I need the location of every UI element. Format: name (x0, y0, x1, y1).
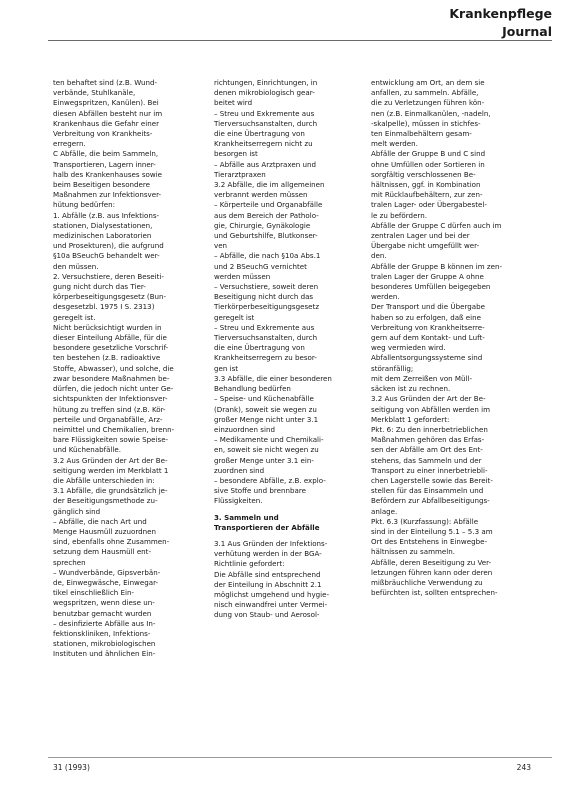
text-line: mit Rücklaufbehältern, zur zen- (371, 190, 483, 200)
text-line: stellen für das Einsammeln und (371, 486, 484, 496)
text-line: sind in der Einteilung 5.1 – 5.3 am (371, 526, 493, 536)
text-line: – Abfälle, die nach §10a Abs.1 (214, 251, 321, 261)
text-line: und Küchenabfälle. (53, 445, 122, 455)
text-line: Verbreitung von Krankheits- (53, 129, 153, 139)
text-line: dung von Staub- und Aerosol- (214, 610, 320, 620)
text-line: verbände, Stuhlkanäle, (53, 88, 136, 98)
text-line: Nicht berücksichtigt wurden in (53, 322, 162, 332)
issue-number: 31 (1993) (53, 763, 90, 772)
text-line: Krankheitserregern nicht zu (214, 139, 313, 149)
text-line: – Speise- und Küchenabfälle (214, 394, 314, 404)
text-line: richtungen, Einrichtungen, in (214, 78, 318, 87)
text-line: C Abfälle, die beim Sammeln, (53, 149, 159, 159)
text-column-1 (53, 78, 195, 660)
text-line: besondere gesetzliche Vorschrif- (53, 343, 169, 353)
text-line: letzungen führen kann oder deren (371, 567, 493, 577)
text-line: zentralen Lager und bei der (371, 231, 470, 241)
text-line: Maßnahmen zur Infektionsver- (53, 190, 162, 200)
text-line: Stoffe, Abwasser), und solche, die (53, 363, 174, 373)
text-line: zwar besondere Maßnahmen be- (53, 373, 170, 383)
text-line: die zu Verletzungen führen kön- (371, 98, 485, 108)
text-line: bare Flüssigkeiten sowie Speise- (53, 435, 169, 445)
text-line: medizinischen Laboratorien (53, 231, 152, 241)
text-line: haben so zu erfolgen, daß eine (371, 312, 481, 322)
text-line: – besondere Abfälle, z.B. explo- (214, 475, 326, 485)
text-line: dieser Einteilung Abfälle, für die (53, 333, 167, 343)
text-line: hütung bedürfen: (53, 200, 116, 210)
text-line: Tierversuchsanstalten, durch (214, 333, 318, 343)
text-line: Transportieren der Abfälle (214, 522, 320, 532)
text-line: benutzbar gemacht wurden (53, 608, 152, 618)
text-line: wegspritzen, wenn diese un- (53, 598, 155, 608)
text-line: 3.2 Abfälle, die im allgemeinen (214, 180, 325, 190)
text-line: Abfälle der Gruppe B und C sind (371, 149, 486, 159)
text-line: Tierkörperbeseitigungsgesetz (214, 302, 320, 312)
text-line: besonderes Umfüllen beigegeben (371, 282, 491, 292)
text-line: – Streu und Exkremente aus (214, 108, 315, 118)
text-line: Flüssigkeiten. (214, 496, 263, 506)
text-line: – Medikamente und Chemikali- (214, 435, 324, 445)
page-number: 243 (516, 763, 531, 772)
text-column-3 (371, 78, 521, 598)
text-line: Abfälle der Gruppe B können im zen- (371, 261, 503, 271)
text-line: Tierversuchsanstalten, durch (214, 118, 318, 128)
text-line: sichtspunkten der Infektionsver- (53, 394, 168, 404)
text-line: gen ist (214, 363, 239, 373)
text-line: Menge Hausmüll zuzuordnen (53, 526, 157, 536)
text-line: sorgfältig verschlossenen Be- (371, 169, 476, 179)
text-line: 3.3 Abfälle, die einer besonderen (214, 373, 332, 383)
text-line: beitet wird (214, 98, 253, 108)
text-line: -skalpelle), müssen in stichfes- (371, 118, 481, 128)
text-line: zuordnen sind (214, 465, 265, 475)
text-line: perteile und Organabfälle, Arz- (53, 414, 163, 424)
text-line: le zu befördern. (371, 210, 427, 220)
text-line: Einwegspritzen, Kanülen). Bei (53, 98, 159, 108)
text-line: den müssen. (53, 261, 99, 271)
text-line: der Beseitigungsmethode zu- (53, 496, 158, 506)
text-line: diesen Abfällen besteht nur im (53, 108, 163, 118)
text-line: Pkt. 6.3 (Kurzfassung): Abfälle (371, 516, 479, 526)
text-line: und Prosekturen), die aufgrund (53, 241, 164, 251)
text-line: gie, Chirurgie, Gynäkologie (214, 220, 311, 230)
text-line: der Einteilung in Abschnitt 2.1 (214, 579, 322, 589)
text-line: Behandlung bedürfen (214, 384, 291, 394)
text-line: körperbeseitigungsgesetz (Bun- (53, 292, 167, 302)
text-line: gung nicht durch das Tier- (53, 282, 146, 292)
text-line: Abfälle, deren Beseitigung zu Ver- (371, 557, 492, 567)
text-line: erregern. (53, 139, 86, 149)
text-line: säcken ist zu rechnen. (371, 384, 451, 394)
text-line: gern auf dem Kontakt- und Luft- (371, 333, 485, 343)
text-line: störanfällig; (371, 363, 414, 373)
text-line: ten behaftet sind (z.B. Wund- (53, 78, 158, 87)
text-line: ten bestehen (z.B. radioaktive (53, 353, 161, 363)
text-line: Krankheitserregern zu besor- (214, 353, 317, 363)
text-line: 3.2 Aus Gründen der Art der Be- (53, 455, 168, 465)
text-line: Pkt. 6: Zu den innerbetrieblichen (371, 424, 488, 434)
text-line: Instituten und ähnlichen Ein- (53, 649, 156, 659)
text-line: – desinfizierte Abfälle aus In- (53, 618, 156, 628)
text-line: entwicklung am Ort, an dem sie (371, 78, 485, 87)
text-line: einzuordnen sind (214, 424, 275, 434)
text-line: 2. Versuchstiere, deren Beseiti- (53, 271, 164, 281)
text-line: befürchten ist, sollten entsprechen- (371, 588, 498, 598)
text-line: Richtlinie gefordert: (214, 559, 285, 569)
text-line: hältnissen, ggf. in Kombination (371, 180, 481, 190)
text-line: sind, ebenfalls ohne Zusammen- (53, 537, 170, 547)
text-line: die eine Übertragung von (214, 343, 305, 353)
text-line: seitigung von Abfällen werden im (371, 404, 491, 414)
text-line: nen (z.B. Einmalkanülen, -nadeln, (371, 108, 491, 118)
text-line: desgesetzbl. 1975 I S. 2313) (53, 302, 155, 312)
page-header (0, 6, 561, 56)
text-line: gänglich sind (53, 506, 101, 516)
text-line: seitigung werden im Merkblatt 1 (53, 465, 169, 475)
text-line: denen mikrobiologisch gear- (214, 88, 315, 98)
text-line: Befördern zur Abfallbeseitigungs- (371, 496, 490, 506)
text-line: anlage. (371, 506, 398, 516)
section-title: Krankenpflege (449, 6, 552, 21)
text-line: Übergabe nicht umgefüllt wer- (371, 241, 480, 251)
text-line: tralen Lager der Gruppe A ohne (371, 271, 484, 281)
text-line: Ort des Entstehens in Einwegbe- (371, 537, 488, 547)
text-line: hältnissen zu sammeln. (371, 547, 455, 557)
text-line: ten Einmalbehältern gesam- (371, 129, 472, 139)
text-line: de, Einwegwäsche, Einwegar- (53, 577, 159, 587)
text-line: verbrannt werden müssen (214, 190, 308, 200)
text-line: – Abfälle aus Arztpraxen und (214, 159, 316, 169)
text-line: aus dem Bereich der Patholo- (214, 210, 319, 220)
text-line: Merkblatt 1 gefordert: (371, 414, 450, 424)
text-line: – Körperteile und Organabfälle (214, 200, 323, 210)
text-line: besorgen ist (214, 149, 258, 159)
text-line: geregelt ist. (53, 312, 96, 322)
text-column-2 (214, 78, 358, 621)
text-line: 3. Sammeln und (214, 512, 279, 522)
text-line: – Streu und Exkremente aus (214, 322, 315, 332)
text-line: werden. (371, 292, 400, 302)
text-line: dürfen, die jedoch nicht unter Ge- (53, 384, 174, 394)
text-line: mißbräuchliche Verwendung zu (371, 577, 483, 587)
text-line: anfallen, zu sammeln. Abfälle, (371, 88, 479, 98)
text-line: 3.1 Abfälle, die grundsätzlich je- (53, 486, 168, 496)
text-line: ven (214, 241, 228, 251)
text-line: 3.2 Aus Gründen der Art der Be- (371, 394, 486, 404)
text-line: sen der Abfälle am Ort des Ent- (371, 445, 483, 455)
text-line: stationen, mikrobiologischen (53, 639, 156, 649)
text-line: Die Abfälle sind entsprechend (214, 569, 321, 579)
text-line: und Geburtshilfe, Blutkonser- (214, 231, 318, 241)
text-line: stehens, das Sammeln und der (371, 455, 482, 465)
text-line: sprechen (53, 557, 86, 567)
text-line: Tierarztpraxen (214, 169, 266, 179)
text-line: verhütung werden in der BGA- (214, 549, 322, 559)
text-line: Maßnahmen gehören das Erfas- (371, 435, 485, 445)
text-line: den. (371, 251, 387, 261)
text-line: – Abfälle, die nach Art und (53, 516, 147, 526)
text-line: (Drank), soweit sie wegen zu (214, 404, 317, 414)
section-subtitle: Journal (502, 24, 552, 39)
text-line: 3.1 Aus Gründen der Infektions- (214, 538, 328, 548)
text-line: fektionskliniken, Infektions- (53, 628, 151, 638)
text-line: §10a BSeuchG behandelt wer- (53, 251, 160, 261)
text-line: Der Transport und die Übergabe (371, 302, 485, 312)
text-line: sive Stoffe und brennbare (214, 486, 306, 496)
text-line: werden müssen (214, 271, 271, 281)
text-line: – Versuchstiere, soweit deren (214, 282, 319, 292)
text-line: Abfallentsorgungssysteme sind (371, 353, 483, 363)
text-line: mit dem Zerreißen von Müll- (371, 373, 473, 383)
text-line: tikel einschließlich Ein- (53, 588, 134, 598)
text-line: stationen, Dialysestationen, (53, 220, 153, 230)
header-rule (48, 40, 552, 41)
text-line: beim Beseitigen besondere (53, 180, 151, 190)
text-line: en, soweit sie nicht wegen zu (214, 445, 319, 455)
text-line: nisch einwandfrei unter Vermei- (214, 600, 328, 610)
text-line: Transport zu einer innerbetriebli- (371, 465, 488, 475)
text-line: halb des Krankenhauses sowie (53, 169, 163, 179)
text-line: Transportieren, Lagern inner- (53, 159, 156, 169)
text-line: setzung dem Hausmüll ent- (53, 547, 152, 557)
text-line: möglichst umgehend und hygie- (214, 589, 330, 599)
text-line: die eine Übertragung von (214, 129, 305, 139)
text-line: ohne Umfüllen oder Sortieren in (371, 159, 485, 169)
text-line: tralen Lager- oder Übergabestel- (371, 200, 487, 210)
text-line: Krankenhaus die Gefahr einer (53, 118, 159, 128)
text-line: 1. Abfälle (z.B. aus Infektions- (53, 210, 160, 220)
text-line: – Wundverbände, Gipsverbän- (53, 567, 161, 577)
text-line: neimittel und Chemikalien, brenn- (53, 424, 175, 434)
text-line: großer Menge unter 3.1 ein- (214, 455, 314, 465)
text-line: und 2 BSeuchG vernichtet (214, 261, 307, 271)
text-line: geregelt ist (214, 312, 255, 322)
footer-rule (48, 757, 552, 758)
text-line: die Abfälle unterschieden in: (53, 475, 155, 485)
text-line: großer Menge nicht unter 3.1 (214, 414, 319, 424)
text-line: Abfälle der Gruppe C dürfen auch im (371, 220, 502, 230)
text-line: weg vermieden wird. (371, 343, 446, 353)
text-line: Verbreitung von Krankheitserre- (371, 322, 485, 332)
text-line: melt werden. (371, 139, 418, 149)
text-line: chen Lagerstelle sowie das Bereit- (371, 475, 493, 485)
text-line: hütung zu treffen sind (z.B. Kör- (53, 404, 166, 414)
text-line: Beseitigung nicht durch das (214, 292, 314, 302)
